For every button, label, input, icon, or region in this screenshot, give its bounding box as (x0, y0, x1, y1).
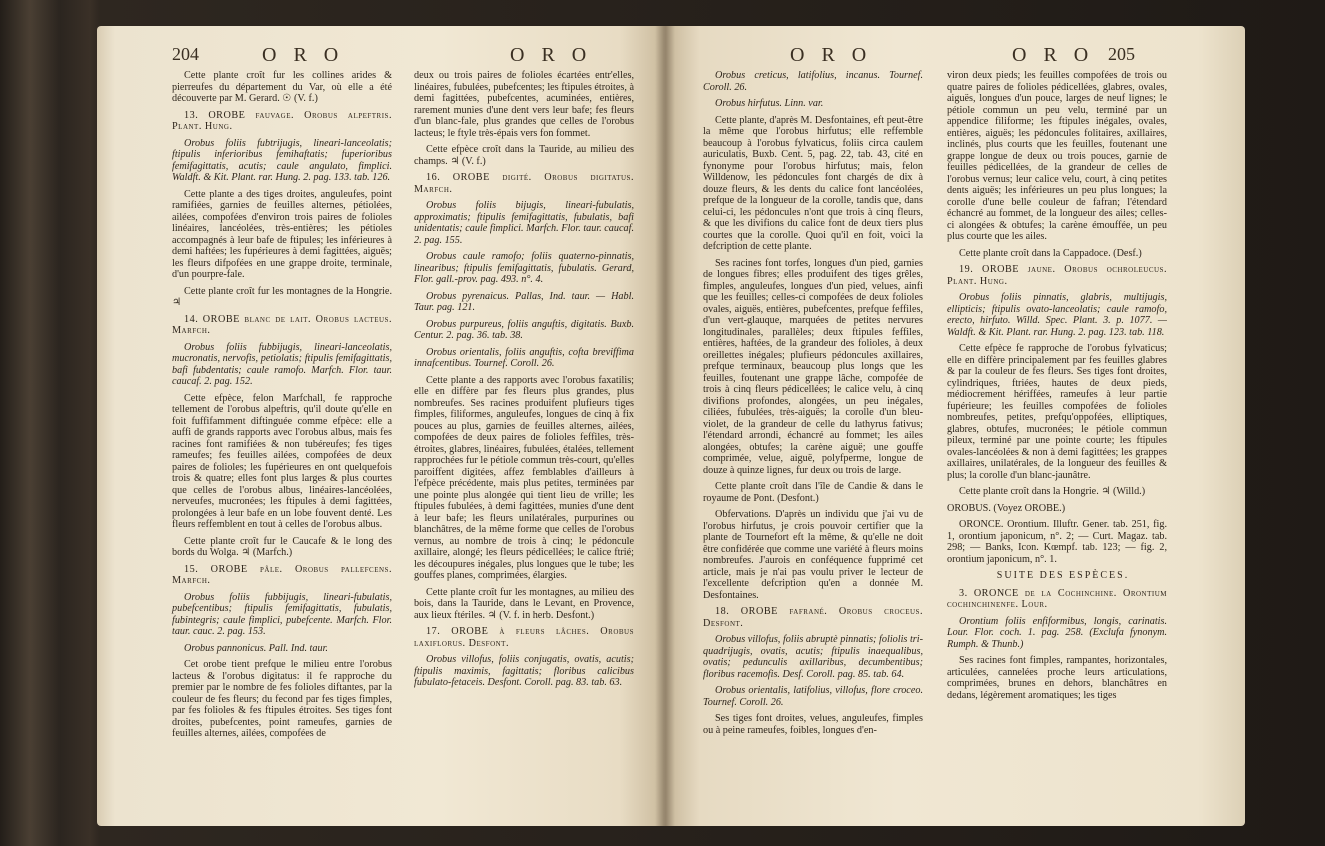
observation: Obfervations. D'après un individu que j'ai vu de l'orobus hirfutus, je crois pouvoir certifier que la plante de Tournefort eft la même, & qu'elle ne doit être confidérée que comme une variété à fleurs moins nombreufes. J'aurois en conféquence fupprimé cet article, mais je n'ai pas voulu priver le lecteur de l'excellente defcription qu'en a donnée M. Desfontaines. (703, 509, 923, 601)
section-heading: SUITE DES ESPÈCES. (996, 570, 1130, 581)
paragraph: Ses racines font fimples, rampantes, horizontales, articulées, cannelées proche leurs articulations, comprimées, brunes en dehors, blanchâtres en dedans, légèrement aromatiques; les tiges (947, 655, 1167, 701)
species-heading: 16. OROBE digité. Orobus digitatus. Marfch. (414, 172, 634, 195)
cross-reference: OROBUS. (Voyez OROBE.) (947, 502, 1066, 514)
latin-diagnosis: Orobus foliis fubtrijugis, lineari-lanceolatis; ftipulis inferioribus femihaftatis; fuperioribus femifagittatis, acutis; caule angulato, fimplici. Waldft. & Kit. Plant. rar. Hung. 2. pag. 133. tab. 126. (172, 137, 392, 183)
left-page-column-2 (414, 70, 634, 694)
paragraph: Cette plante a des rapports avec l'orobus faxatilis; elle en diffère par fes fleurs plus grandes, plus nombreufes. Ses racines produifent plufieurs tiges fimples, filiformes, anguleufes, longues de cinq à fix pouces au plus, garnies de feuilles alternes, ailées, compofées de deux paires de folioles feffiles, très-étroites, glabres, linéaires, fubulées, étalées, tellement rapprochées fur le pétiole commun très-court, qu'elles paroiffent digitées, affez femblables d'ailleurs à l'efpèce précédente, mais plus petites, terminées par une pointe plus alongée qui tient lieu de vrille; les ftipules fubulées, à demi fagittées, munies d'une dent à leur bafe; les fleurs unilatérales, purpurines ou blanchâtres, de la même forme que celles de l'orobus vernus, au nombre de trois à cinq; le pédoncule axillaire, alongé; les fleurs pédicellées; le calice ftrié; les découpures inégales, plus longues que le tube; les gouffes planes, comprimées, élargies. (414, 374, 634, 581)
paragraph: Cette plante croît fur les collines arides & pierreufes du département du Var, où elle a été découverte par M. Gerard. ☉ (V. f.) (172, 70, 392, 104)
synonym: Orobus orientalis, foliis anguftis, cofta breviffima innafcentibus. Tournef. Coroll. 26. (414, 346, 634, 369)
paragraph: Cette plante croît fur les montagnes, au milieu des bois, dans la Tauride, dans le Levant, en Provence, aux lieux ftériles. ♃ (V. f. in herb. Desfont.) (414, 586, 634, 621)
latin-diagnosis: Orobus villofus, foliis conjugatis, ovatis, acutis; ftipulis maximis, fagittatis; floribus calicibus fubulato-fetaceis. Desfont. Coroll. pag. 83. tab. 63. (414, 654, 634, 688)
paragraph: Cette plante, d'après M. Desfontaines, eft peut-être la même que l'orobus hirfutus; elle reffemble beaucoup à l'orobus fylvaticus, foliis circa caulem auriculatis, Buxb. Cent. 5, pag. 22, tab. 43, cité en fynonyme pour l'orobus hirfutus; mais, felon Willdenow, les pédoncules font chargés de dix à douze fleurs, & les dents du calice font lancéolées, prefque de la longueur de la corolle, tandis que, dans celui-ci, les pédoncules n'ont que trois à cinq fleurs, & que les divifions du calice font de deux tiers plus courtes que la corolle. Quoi qu'il en foit, voici la defcription de cette plante. (703, 114, 923, 252)
synonym: Orobus caule ramofo; foliis quaterno-pinnatis, linearibus; ftipulis femifagittatis, fubulatis. Gerard, Flor. gall.-prov. pag. 493. n°. 4. (414, 251, 634, 285)
species-heading: 17. OROBE à fleurs lâches. Orobus laxiflorus. Desfont. (414, 626, 634, 649)
latin-diagnosis: Orobus foliis pinnatis, glabris, multijugis, ellipticis; ftipulis ovato-lanceolatis; caule ramofo, erecto, hirfuto. Willd. Spec. Plant. 3. p. 1077. — Waldft. & Kit. Plant. rar. Hung. 2. pag. 123. tab. 118. (947, 292, 1167, 338)
synonym: Orobus orientalis, latifolius, villofus, flore croceo. Tournef. Coroll. 26. (703, 685, 923, 708)
paragraph: Cette efpèce, felon Marfchall, fe rapproche tellement de l'orobus alpeftris, qu'il doute qu'elle en foit fuffifamment diftinguée comme efpèce: elle a auffi de grands rapports avec l'orobus albus, mais fes racines font ramifiées & non tubéreufes; fes tiges rameufes; fes feuilles ailées, compofées de deux paires de folioles; les fupérieures en ont quelquefois trois & quatre; elles font plus larges & plus courtes que celles de l'orobus albus, linéaires-lancéolées, nerveufes, mucronées; les ftipules à demi fagittées, prolongées à leur bafe en un lobe fouvent denté. Les fleurs reffemblent en tout à celles de l'orobus albus. (172, 392, 392, 530)
paragraph: Cette plante croît fur les montagnes de la Hongrie. ♃ (172, 285, 392, 308)
synonym: Orobus pannonicus. Pall. Ind. taur. (184, 642, 328, 654)
paragraph: deux ou trois paires de folioles écartées entr'elles, linéaires, fubulées, pubefcentes; les ftipules étroites, à demi fagittées, pubefcentes, acuminées, entières, rarement munies d'une dent vers leur bafe; fes fleurs d'un blanc-fale, plus grandes que celles de l'orobus lacteus; le ftyle très-épais vers fon fommet. (414, 70, 634, 139)
species-heading: 3. ORONCE de la Cochinchine. Orontium cochinchinenfe. Lour. (947, 587, 1167, 610)
left-running-head-right: O R O (510, 44, 593, 66)
right-page-column-2 (947, 70, 1167, 706)
paragraph: Cette plante croît dans l'île de Candie & dans le royaume de Pont. (Desfont.) (703, 481, 923, 504)
species-heading: 18. OROBE fafrané. Orobus croceus. Desfont. (703, 606, 923, 629)
paragraph: Ses racines font torfes, longues d'un pied, garnies de longues fibres; elles produifent des tiges grêles, fimples, anguleufes, longues d'un pied, velues, ainfi que les feuilles; celles-ci compofées de deux folioles ovales, aiguës, entières, pubefcentes, prefque feffiles, d'un vert-glauque, marquées de petites nervures longitudinales, parallèles; deux ftipules feffiles, entières, haftées, de la grandeur des folioles, à deux oreillettes inégales; plufieurs pédoncules axillaires, prefque terminaux, beaucoup plus longs que les feuilles, foutenant une grappe lâche, compofée de trois à cinq fleurs pédicellées; le calice velu, à cinq divifions profondes, alongées, un peu inégales, ciliées, fubulées, très-aiguës; la corolle d'un bleu-violet, de la grandeur de celle du lathyrus fativus; l'étendard arrondi, échancré au fommet; les ailes alongées, obtufes; la carène aiguë; une gouffe comprimée, velue, aiguë, polyfperme, longue de douze à quinze lignes, fur deux ou trois de large. (703, 257, 923, 476)
paragraph: Cette plante croît fur le Caucafe & le long des bords du Wolga. ♃ (Marfch.) (172, 535, 392, 558)
latin-diagnosis: Orontium foliis enfiformibus, longis, carinatis. Lour. Flor. coch. 1. pag. 258. (Exclufa fynonym. Rumph. & Thunb.) (947, 615, 1167, 650)
left-page-number: 204 (172, 44, 199, 64)
species-heading: 14. OROBE blanc de lait. Orobus lacteus. Marfch. (172, 313, 392, 336)
paragraph: Cette plante croît dans la Hongrie. ♃ (Willd.) (959, 486, 1146, 497)
left-running-head-left: O R O (262, 44, 345, 66)
genus-entry: ORONCE. Orontium. Illuftr. Gener. tab. 251, fig. 1, orontium japonicum, n°. 2; — Curt. Magaz. tab. 298; — Banks, Icon. Kœmpf. tab. 123; — fig. 2, orontium japonicum, n°. 1. (947, 519, 1167, 565)
paragraph: Cette efpèce croît dans la Tauride, au milieu des champs. ♃ (V. f.) (414, 144, 634, 167)
paragraph: Ses tiges font droites, velues, anguleufes, fimples ou à peine rameufes, foibles, longues d'en- (703, 713, 923, 736)
paragraph: Cette plante croît dans la Cappadoce. (Desf.) (959, 247, 1142, 259)
latin-diagnosis: Orobus foliis fubbijugis, lineari-lanceolatis, mucronatis, nervofis, petiolatis; ftipulis femifagittatis, bafi fubdentatis; caule ramofo. Marfch. Flor. taur. caucaf. 2. pag. 152. (172, 341, 392, 387)
right-page-column-1 (703, 70, 923, 741)
paragraph: Cette efpèce fe rapproche de l'orobus fylvaticus; elle en diffère principalement par fes feuilles glabres & par la couleur de fes fleurs. Ses tiges font droites, cylindriques, ftriées, hautes de deux pieds, médiocrement hériffées, rameufes à leur partie fupérieure; les feuilles compofées de folioles nombreufes, petites, prefqu'oppofées, elliptiques, glabres, obtufes, mucronées; le pétiole commun pileux, terminé par une pointe courte; les ftipules ovales-lancéolées & non à demi fagittées; les grappes axillaires, unilatérales, de la longueur des feuilles & plus; la corolle d'un blanc-jaunâtre. (947, 343, 1167, 481)
synonym: Orobus purpureus, foliis anguftis, digitatis. Buxb. Centur. 2. pag. 36. tab. 38. (414, 318, 634, 341)
latin-diagnosis: Orobus foliis bijugis, lineari-fubulatis, approximatis; ftipulis femifagittatis, fubulatis, bafi unidentatis; caule fimplici. Marfch. Flor. taur. caucaf. 2. pag. 155. (414, 200, 634, 246)
latin-diagnosis: Orobus villofus, foliis abruptè pinnatis; foliolis tri-quadrijugis, ovatis, acutis; ftipulis inaequalibus, ovatis; pedunculis axillaribus, decumbentibus; floribus racemofis. Desf. Coroll. pag. 85. tab. 64. (703, 634, 923, 680)
synonym: Orobus creticus, latifolius, incanus. Tournef. Coroll. 26. (703, 70, 923, 93)
paragraph: Cette plante a des tiges droites, anguleufes, point ramifiées, garnies de feuilles alternes, pétiolées, ailées, compofées d'environ trois paires de folioles linéaires, lancéolées, très-entières; les pétioles accompagnés à leur bafe de ftipules; les inférieures à demi haftées; les fupérieures à demi fagittées, aiguës; les fleurs difpofées en une grappe droite, terminale, d'un pourpre-fale. (172, 188, 392, 280)
synonym: Orobus pyrenaicus. Pallas, Ind. taur. — Habl. Taur. pag. 121. (414, 290, 634, 313)
species-heading: 13. OROBE fauvage. Orobus alpeftris. Plant. Hung. (172, 109, 392, 132)
latin-diagnosis: Orobus foliis fubbijugis, lineari-fubulatis, pubefcentibus; ftipulis femifagittatis, fubulatis, fubintegris; caule fimplici, pubefcente. Marfch. Flor. taur. cauc. 2. pag. 153. (172, 591, 392, 637)
synonym: Orobus hirfutus. Linn. var. (715, 98, 824, 109)
right-running-head-left: O R O (790, 44, 873, 66)
species-heading: 19. OROBE jaune. Orobus ochroleucus. Plant. Hung. (947, 264, 1167, 287)
left-page-column-1 (172, 70, 392, 745)
book-gutter (655, 26, 675, 826)
paragraph: Cet orobe tient prefque le milieu entre l'orobus lacteus & l'orobus digitatus: il fe rapproche du premier par le nombre de fes folioles diftantes, par la couleur de fes fleurs; du fecond par fes tiges fimples, par fes folioles & fes ftipules étroites. Ses tiges font droites, pubefcentes, point rameufes, garnies de feuilles alternes, ailées, compofées de (172, 659, 392, 739)
right-page-number: 205 (1108, 44, 1135, 64)
right-running-head-right: O R O (1012, 44, 1095, 66)
species-heading: 15. OROBE pâle. Orobus pallefcens. Marfch. (172, 563, 392, 586)
paragraph: viron deux pieds; les feuilles compofées de trois ou quatre paires de folioles pédicellées, glabres, ovales, aiguës, longues d'un pouce, larges de neuf lignes; le pétiole commun un peu velu, terminé par un appendice filiforme; les ftipules inégales, ovales, entières, aiguës; les pédoncules folitaires, axillaires, inclinés, plus courts que les feuilles, foutenant une grappe longue de deux ou trois pouces, garnie de feuilles pédicellées, de la grandeur de celles de l'orobus vernus; leur calice velu, court, à cinq petites dents aiguës; les inférieures un peu plus longues; la corolle d'une belle couleur de fafran; l'étendard échancré au fommet, de la longueur des ailes; celles-ci alongées & obtufes; la carène émouffée, un peu plus courte que les ailes. (947, 70, 1167, 242)
